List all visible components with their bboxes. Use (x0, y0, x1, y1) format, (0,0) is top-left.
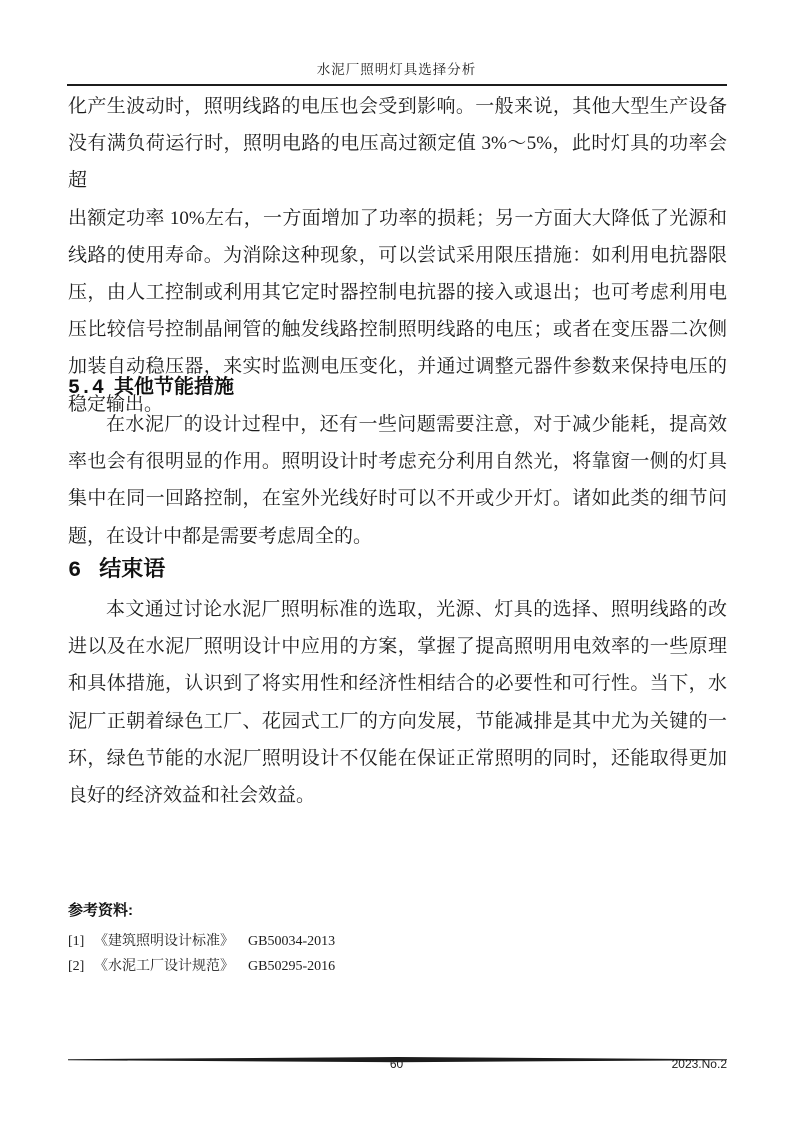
paragraph-section-5-4 (68, 406, 727, 555)
section-title: 其他节能措施 (114, 376, 235, 398)
page-number: 60 (389, 1057, 404, 1071)
text-line: 出额定功率 10%左右，一方面增加了功率的损耗；另一方面大大降低了光源和 (68, 207, 727, 229)
references-section (68, 900, 727, 979)
text-line: 稳定输出。 (68, 393, 164, 415)
footer-rule (68, 1050, 727, 1056)
paragraph-continued (68, 88, 727, 423)
text-line: 压比较信号控制晶闸管的触发线路控制照明线路的电压；或者在变压器二次侧 (68, 319, 727, 341)
section-number: 6 (68, 558, 82, 583)
reference-item (68, 929, 727, 954)
reference-code: GB50034-2013 (248, 934, 336, 949)
reference-index: [2] (68, 959, 85, 974)
text-line: 环，绿色节能的水泥厂照明设计不仅能在保证正常照明的同时，还能取得更加 (68, 747, 727, 769)
reference-title: 《水泥工厂设计规范》 (94, 959, 234, 974)
paragraph-conclusion (68, 591, 727, 814)
text-line: 本文通过讨论水泥厂照明标准的选取，光源、灯具的选择、照明线路的改 (106, 599, 727, 620)
text-line: 集中在同一回路控制，在室外光线好时可以不开或少开灯。诸如此类的细节问 (68, 488, 727, 510)
text-line: 题，在设计中都是需要考虑周全的。 (68, 525, 373, 547)
text-line: 良好的经济效益和社会效益。 (68, 785, 316, 807)
text-line: 和具体措施，认识到了将实用性和经济性相结合的必要性和可行性。当下，水 (68, 673, 727, 695)
text-line: 没有满负荷运行时，照明电路的电压高过额定值 3%～5%，此时灯具的功率会超 (68, 133, 727, 192)
running-head-title: 水泥厂照明灯具选择分析 (316, 62, 477, 77)
section-number: 5.4 (68, 377, 105, 400)
text-line: 在水泥厂的设计过程中，还有一些问题需要注意，对于减少能耗，提高效 (106, 414, 727, 435)
section-heading-6 (68, 554, 165, 586)
reference-item (68, 954, 727, 979)
issue-number: 2023.No.2 (671, 1057, 727, 1071)
section-heading-5-4 (68, 374, 234, 402)
text-line: 化产生波动时，照明线路的电压也会受到影响。一般来说，其他大型生产设备 (68, 96, 727, 117)
text-line: 进以及在水泥厂照明设计中应用的方案，掌握了提高照明用电效率的一些原理 (68, 636, 727, 658)
text-line: 泥厂正朝着绿色工厂、花园式工厂的方向发展，节能减排是其中尤为关键的一 (68, 710, 727, 732)
header-rule (67, 84, 727, 86)
text-line: 压，由人工控制或利用其它定时器控制电抗器的接入或退出；也可考虑利用电 (68, 282, 727, 304)
text-line: 线路的使用寿命。为消除这种现象，可以尝试采用限压措施：如利用电抗器限 (68, 244, 727, 266)
reference-code: GB50295-2016 (248, 959, 336, 974)
section-title: 结束语 (99, 556, 166, 581)
references-heading: 参考资料: (68, 902, 133, 919)
reference-title: 《建筑照明设计标准》 (94, 934, 234, 949)
text-line: 率也会有很明显的作用。照明设计时考虑充分利用自然光，将靠窗一侧的灯具 (68, 451, 727, 473)
reference-index: [1] (68, 934, 85, 949)
text-line: 加装自动稳压器，来实时监测电压变化，并通过调整元器件参数来保持电压的 (68, 356, 727, 378)
